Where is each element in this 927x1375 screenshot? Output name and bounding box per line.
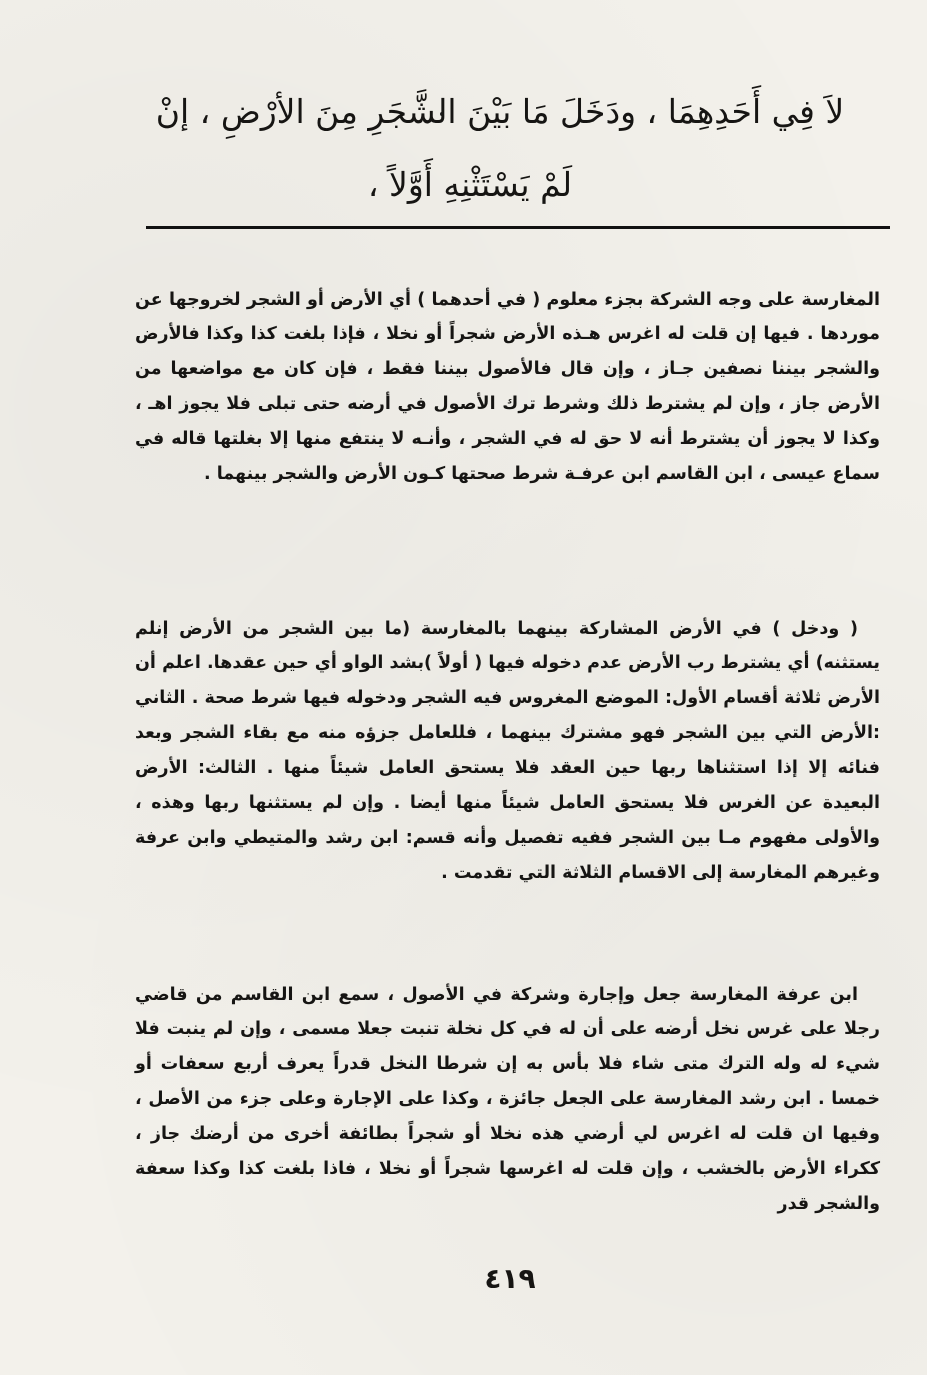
matn-line-2: لَمْ يَسْتَثْنِهِ أَوَّلاً ، [367, 165, 573, 204]
matn-line-1: لاَ فِي أَحَدِهِمَا ، ودَخَلَ مَا بَيْنَ الشَّجَرِ مِنَ الأرْضِ ، إنْ [155, 92, 845, 131]
commentary-paragraph-2: ( ودخل ) في الأرض المشاركة بينهما بالمغارسة (ما بين الشجر من الأرض إنلم يستثنه) أي يشترط رب الأرض عدم دخوله فيها ( أولاً )بشد الواو أي حين عقدها. اعلم أن الأرض ثلاثة أقسام الأول: الموضع المغروس فيه الشجر ودخوله فيها شرط صحة . الثاني :الأرض التي بين الشجر فهو مشترك بينهما ، فللعامل جزؤه منه مع بقاء الشجر وبعد فنائه إلا إذا استثناها ربها حين العقد فلا يستحق العامل شيئاً منها . الثالث: الأرض البعيدة عن الغرس فلا يستحق العامل شيئاً منها أيضا . وإن لم يستثنها ربها وهذه ، والأولى مفهوم مـا بين الشجر ففيه تفصيل وأنه قسم: ابن رشد والمتيطي وابن عرفة وغيرهم المغارسة إلى الاقسام الثلاثة التي تقدمت . [135, 618, 880, 883]
commentary-paragraph-1: المغارسة على وجه الشركة بجزء معلوم ( في أحدهما ) أي الأرض أو الشجر لخروجها عن موردها . فيها إن قلت له اغرس هـذه الأرض شجراً أو نخلا ، فإذا بلغت كذا وكذا فالأرض والشجر بيننا نصفين جـاز ، وإن قال فالأصول بيننا فقط ، فإن كان مع مواضعها من الأرض جاز ، وإن لم يشترط ذلك وشرط ترك الأصول في أرضه حتى تبلى فلا يجوز اهـ ، وكذا لا يجوز أن يشترط أنه لا حق له في الشجر ، وأنـه لا ينتفع منها إلا بغلتها قاله في سماع عيسى ، ابن القاسم ابن عرفـة شرط صحتها كـون الأرض والشجر بينهما . [135, 289, 880, 485]
page-number: ٤١٩ [484, 1262, 536, 1295]
commentary-paragraph-3: ابن عرفة المغارسة جعل وإجارة وشركة في الأصول ، سمع ابن القاسم من قاضي رجلا على غرس نخل أرضه على أن له في كل نخلة تنبت جعلا مسمى ، وإن لم ينبت فلا شيء له وله الترك متى شاء فلا بأس به إن شرطا النخل قدراً يعرف أربع سعفات أو خمسا . ابن رشد المغارسة على الجعل جائزة ، وكذا على الإجارة وعلى جزء من الأصل ، وفيها ان قلت له اغرس لي أرضي هذه نخلا أو شجراً بطائفة أخرى من أرضك جاز ، ككراء الأرض بالخشب ، وإن قلت له اغرسها شجراً أو نخلا ، فاذا بلغت كذا وكذا سعفة والشجر قدر [135, 984, 880, 1214]
separator-rule [146, 226, 890, 229]
